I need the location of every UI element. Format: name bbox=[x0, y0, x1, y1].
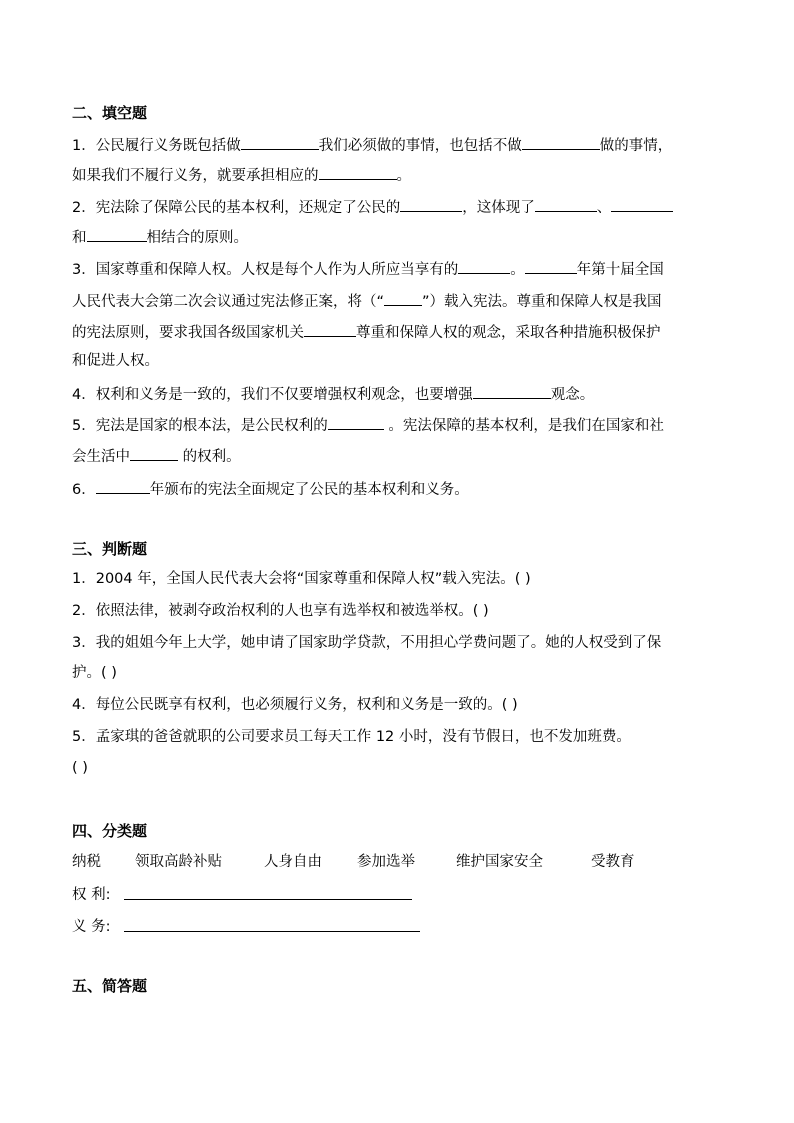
answer-blank[interactable] bbox=[328, 414, 384, 430]
classify-item: 维护国家安全 bbox=[456, 854, 543, 870]
text: 6． bbox=[72, 482, 96, 498]
answer-blank[interactable] bbox=[525, 258, 577, 274]
tf-q4: 4．每位公民既享有权利，也必须履行义务，权利和义务是一致的。( ) bbox=[72, 697, 518, 713]
text: 人民代表大会第二次会议通过宪法修正案，将（“ bbox=[72, 294, 385, 310]
text: 的宪法原则，要求我国各级国家机关 bbox=[72, 325, 304, 341]
answer-blank[interactable] bbox=[522, 134, 600, 150]
tf-q2: 2．依照法律，被剥夺政治权利的人也享有选举权和被选举权。( ) bbox=[72, 603, 489, 619]
text: 4．权利和义务是一致的，我们不仅要增强权利观念，也要增强 bbox=[72, 387, 473, 403]
fill-q3-line3 bbox=[72, 321, 661, 343]
tf-q3-line1: 3．我的姐姐今年上大学，她申请了国家助学贷款，不用担心学费问题了。她的人权受到了保 bbox=[72, 635, 662, 651]
text: 的权利。 bbox=[178, 449, 241, 465]
duties-label: 义 务: bbox=[72, 919, 111, 935]
text: 相结合的原则。 bbox=[146, 230, 248, 246]
text: 年颁布的宪法全面规定了公民的基本权利和义务。 bbox=[149, 482, 469, 498]
section-title-fill-in: 二、填空题 bbox=[72, 104, 148, 122]
text: 我们必须做的事情，也包括不做 bbox=[318, 138, 522, 154]
text: 会生活中 bbox=[72, 449, 130, 465]
answer-blank[interactable] bbox=[130, 445, 178, 461]
fill-q1-line2 bbox=[72, 164, 411, 186]
rights-label: 权 利: bbox=[72, 887, 111, 903]
text: 和促进人权。 bbox=[72, 353, 159, 369]
tf-q3-line2: 护。( ) bbox=[72, 665, 117, 681]
text: 。 bbox=[396, 168, 411, 184]
text: 如果我们不履行义务，就要承担相应的 bbox=[72, 168, 319, 184]
answer-blank[interactable] bbox=[87, 226, 147, 242]
answer-blank[interactable] bbox=[96, 478, 150, 494]
text: 尊重和保障人权的观念，采取各种措施积极保护 bbox=[356, 325, 661, 341]
fill-q5-line1 bbox=[72, 414, 664, 436]
answer-blank[interactable] bbox=[458, 258, 510, 274]
text: 。宪法保障的基本权利，是我们在国家和社 bbox=[383, 418, 664, 434]
text: 做的事情， bbox=[599, 138, 673, 154]
answer-blank[interactable] bbox=[400, 196, 462, 212]
tf-q5-line1: 5．孟家琪的爸爸就职的公司要求员工每天工作 12 小时，没有节假日，也不发加班费。 bbox=[72, 729, 631, 745]
section-title-true-false: 三、判断题 bbox=[72, 540, 148, 558]
classify-item: 领取高龄补贴 bbox=[135, 854, 222, 870]
fill-q2-line2 bbox=[72, 226, 248, 248]
fill-q3-line4 bbox=[72, 351, 159, 371]
tf-q1: 1．2004 年，全国人民代表大会将“国家尊重和保障人权”载入宪法。( ) bbox=[72, 571, 531, 587]
text: 。 bbox=[510, 262, 525, 278]
rights-answer-line[interactable] bbox=[124, 898, 412, 900]
fill-q3-line1 bbox=[72, 258, 664, 280]
classify-item: 参加选举 bbox=[357, 854, 415, 870]
classify-item: 受教育 bbox=[591, 854, 635, 870]
classify-item: 纳税 bbox=[72, 854, 101, 870]
tf-q5-line2: ( ) bbox=[72, 760, 88, 776]
text: ，这体现了 bbox=[462, 200, 535, 216]
text: 和 bbox=[72, 230, 87, 246]
text: 年第十届全国 bbox=[576, 262, 664, 278]
answer-blank[interactable] bbox=[241, 134, 319, 150]
fill-q2-line1 bbox=[72, 196, 673, 218]
fill-q6-line1 bbox=[72, 478, 469, 500]
duties-answer-line[interactable] bbox=[124, 930, 420, 932]
text: 3．国家尊重和保障人权。人权是每个人作为人所应当享有的 bbox=[72, 262, 459, 278]
section-title-classify: 四、分类题 bbox=[72, 822, 148, 840]
text: 2．宪法除了保障公民的基本权利，还规定了公民的 bbox=[72, 200, 401, 216]
answer-blank[interactable] bbox=[384, 290, 422, 306]
answer-blank[interactable] bbox=[473, 383, 551, 399]
fill-q1-line1 bbox=[72, 134, 672, 156]
fill-q4-line1 bbox=[72, 383, 594, 405]
text: 观念。 bbox=[550, 387, 595, 403]
fill-q5-line2 bbox=[72, 445, 241, 467]
text: 5．宪法是国家的根本法，是公民权利的 bbox=[72, 418, 328, 434]
text: ”）载入宪法。尊重和保障人权是我国 bbox=[422, 294, 662, 310]
answer-blank[interactable] bbox=[611, 196, 673, 212]
answer-blank[interactable] bbox=[535, 196, 597, 212]
text: 、 bbox=[596, 200, 612, 216]
classify-item: 人身自由 bbox=[264, 854, 322, 870]
section-title-short-answer: 五、简答题 bbox=[72, 977, 148, 995]
text: 1．公民履行义务既包括做 bbox=[72, 138, 241, 154]
fill-q3-line2 bbox=[72, 290, 662, 312]
answer-blank[interactable] bbox=[304, 321, 356, 337]
answer-blank[interactable] bbox=[319, 164, 397, 180]
